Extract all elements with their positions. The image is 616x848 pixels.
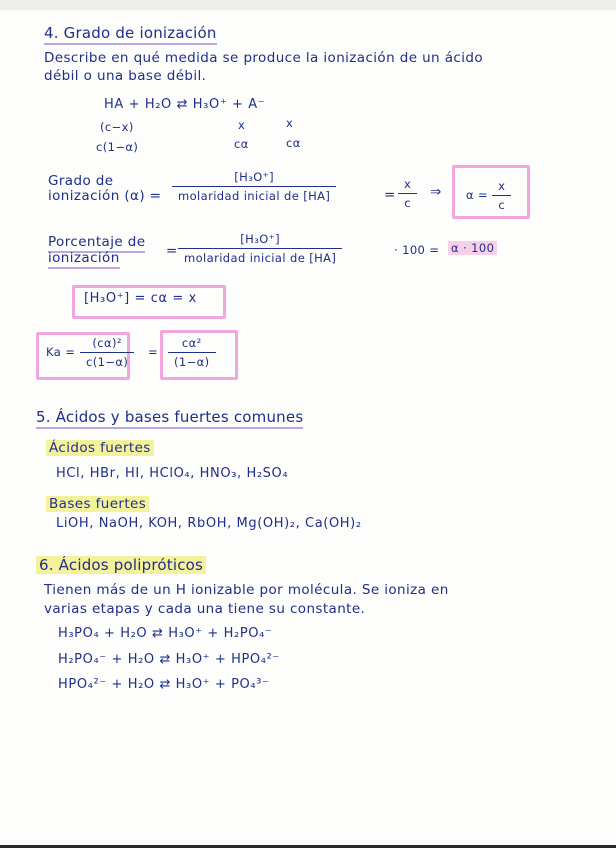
equilibrium-row2-right: cα xyxy=(286,136,301,150)
section-6-title-text: 6. Ácidos polipróticos xyxy=(36,556,206,574)
pct-label-line1 xyxy=(48,234,145,250)
grado-label-line1: Grado de xyxy=(48,173,114,189)
alpha-result xyxy=(466,179,511,212)
strong-acids-label-text: Ácidos fuertes xyxy=(46,440,154,456)
pct-label-line1-text: Porcentaje de xyxy=(48,234,145,253)
ka-equals: = xyxy=(148,345,159,359)
implies-arrow: ⇒ xyxy=(430,184,442,200)
grado-x: x xyxy=(404,177,412,191)
ka-numerator: (cα)² xyxy=(92,336,122,350)
ka2-numerator: cα² xyxy=(181,336,202,350)
strong-bases-list: LiOH, NaOH, KOH, RbOH, Mg(OH)₂, Ca(OH)₂ xyxy=(56,516,362,531)
polyprotic-equation-3: HPO₄²⁻ + H₂O ⇄ H₃O⁺ + PO₄³⁻ xyxy=(58,677,270,692)
alpha-x: x xyxy=(498,179,506,193)
concentration-expression: [H₃O⁺] = cα = x xyxy=(84,291,197,306)
strong-bases-label-text: Bases fuertes xyxy=(46,496,149,512)
pct-label-line2-text: ionización xyxy=(48,250,120,269)
polyprotic-equation-1: H₃PO₄ + H₂O ⇄ H₃O⁺ + H₂PO₄⁻ xyxy=(58,626,273,641)
pct-result xyxy=(448,241,497,255)
polyprotic-equation-2: H₂PO₄⁻ + H₂O ⇄ H₃O⁺ + HPO₄²⁻ xyxy=(58,652,280,667)
pct-result-text: α · 100 xyxy=(448,241,497,255)
pct-numerator: [H₃O⁺] xyxy=(240,232,281,246)
section-5-title xyxy=(36,408,303,426)
section-6-desc-line1: Tienen más de un H ionizable por molécula. Se ioniza en xyxy=(44,582,449,598)
ka-lhs: Ka = xyxy=(46,345,76,359)
equilibrium-row1-right: x xyxy=(286,116,294,130)
strong-acids-label xyxy=(46,440,154,456)
section-4-title xyxy=(44,24,217,42)
section-4-desc-line2: débil o una base débil. xyxy=(44,68,207,84)
grado-denominator: molaridad inicial de [HA] xyxy=(172,186,336,203)
equilibrium-row2-left: c(1−α) xyxy=(96,140,139,154)
section-4-title-text: 4. Grado de ionización xyxy=(44,24,217,45)
ka2-denominator: (1−α) xyxy=(168,352,216,369)
strong-bases-label xyxy=(46,496,149,512)
pct-equals: = xyxy=(166,243,178,259)
ka-denominator: c(1−α) xyxy=(80,352,134,369)
grado-c: c xyxy=(398,193,417,210)
section-5-title-text: 5. Ácidos y bases fuertes comunes xyxy=(36,408,303,429)
grado-label-line2: ionización (α) = xyxy=(48,188,162,204)
strong-acids-list: HCl, HBr, HI, HClO₄, HNO₃, H₂SO₄ xyxy=(56,466,289,481)
pct-times-100: · 100 = xyxy=(394,243,440,257)
pct-denominator: molaridad inicial de [HA] xyxy=(178,248,342,265)
scan-top-margin xyxy=(0,0,616,10)
alpha-lhs: α = xyxy=(466,188,489,202)
equilibrium-row2-mid: cα xyxy=(234,137,249,151)
pct-fraction xyxy=(178,232,342,265)
ka-fraction xyxy=(80,336,134,369)
pct-label-line2 xyxy=(48,250,120,266)
grado-equals: = xyxy=(384,187,396,203)
equilibrium-row1-left: (c−x) xyxy=(100,120,134,134)
grado-fraction xyxy=(172,170,336,203)
ionization-reaction: HA + H₂O ⇄ H₃O⁺ + A⁻ xyxy=(104,97,266,112)
equilibrium-row1-mid: x xyxy=(238,118,246,132)
section-4-desc-line1: Describe en qué medida se produce la ionización de un ácido xyxy=(44,50,483,66)
section-6-title xyxy=(36,556,206,574)
grado-x-over-c xyxy=(398,177,417,210)
section-6-desc-line2: varias etapas y cada una tiene su constante. xyxy=(44,601,366,617)
alpha-c: c xyxy=(492,195,511,212)
ka-simplified-fraction xyxy=(168,336,216,369)
grado-numerator: [H₃O⁺] xyxy=(234,170,275,184)
